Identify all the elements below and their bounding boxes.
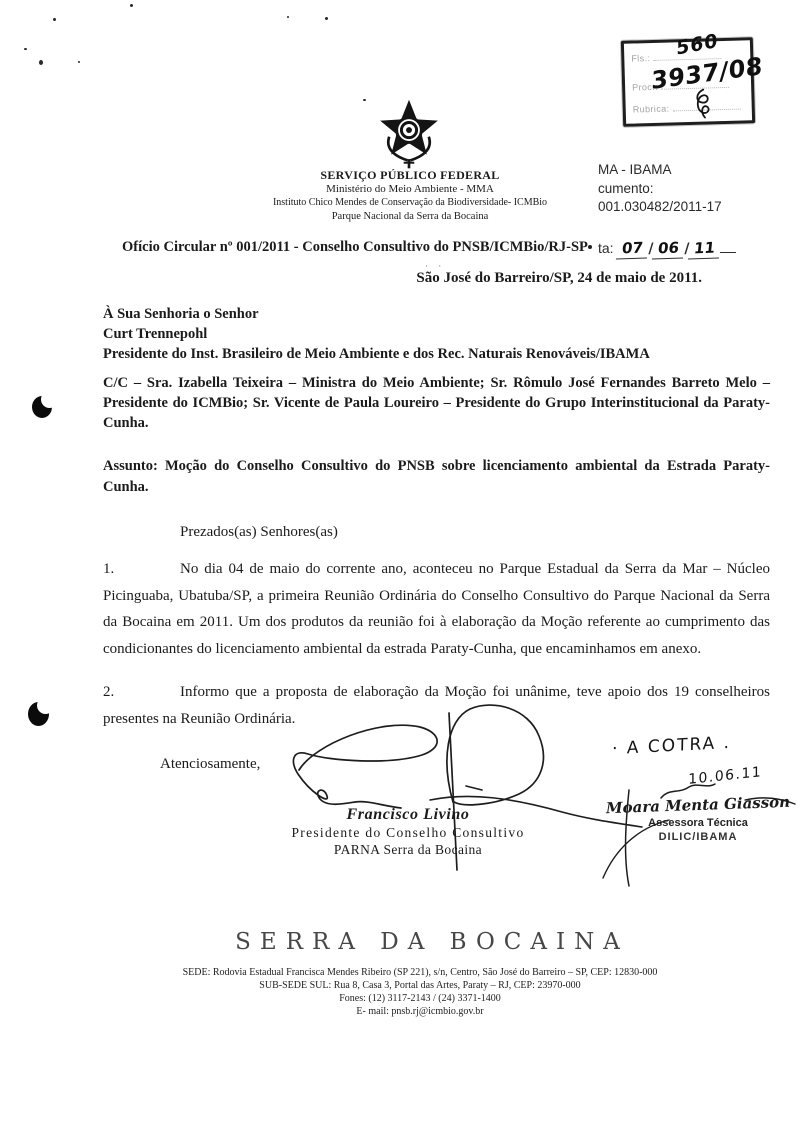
stamp-proc-label: Proc.:: [631, 81, 659, 93]
salutation: Prezados(as) Senhores(as): [180, 524, 338, 540]
secondary-stamp-org: DILIC/IBAMA: [658, 831, 738, 843]
received-date-label: ta:: [598, 240, 614, 256]
letterhead: [210, 170, 610, 222]
letterhead-line4: Parque Nacional da Serra da Bocaina: [331, 210, 489, 222]
received-stamp-line3: 001.030482/2011-17: [598, 199, 722, 214]
paragraph-number: 1.: [103, 561, 115, 577]
scan-speck: [588, 245, 592, 249]
footer-line-subsede: SUB-SEDE SUL: Rua 8, Casa 3, Portal das Artes, Paraty – RJ, CEP: 23970-000: [259, 980, 581, 991]
date-underline-tail: [720, 238, 736, 253]
date-separator: /: [648, 241, 654, 257]
paragraph-text: Informo que a proposta de elaboração da Moção foi unânime, teve apoio dos 19 conselheiros presentes na Reunião Ordinária.: [103, 684, 770, 727]
letterhead-line1: SERVIÇO PÚBLICO FEDERAL: [320, 168, 500, 182]
footer-address-block: [40, 966, 800, 1018]
subject-line: Assunto: Moção do Conselho Consultivo do PNSB sobre licenciamento ambiental da Estrada Paraty-Cunha.: [103, 458, 770, 495]
scan-speck: [363, 99, 366, 101]
signer-title: Presidente do Conselho Consultivo: [291, 825, 525, 840]
date-separator: /: [684, 241, 690, 257]
secondary-stamp-title: Assessora Técnica: [648, 817, 748, 829]
handwritten-process-number: 3937/08: [651, 51, 763, 96]
handwritten-date-year: 11: [688, 238, 721, 259]
scan-speck: [78, 61, 80, 63]
scan-speck: [130, 4, 133, 7]
recipient-line3: Presidente do Inst. Brasileiro de Meio Ambiente e dos Rec. Naturais Renováveis/IBAMA: [103, 346, 650, 362]
received-stamp: [598, 161, 722, 217]
handwritten-routing-note: · A COTRA .: [611, 732, 732, 760]
scan-speck: [39, 60, 43, 65]
footer-brand-wordmark: SERRA DA BOCAINA: [235, 929, 629, 955]
recipient-line1: À Sua Senhoria o Senhor: [103, 306, 259, 322]
recipient-block: [103, 304, 650, 364]
rubric-signature-squiggle: [687, 87, 722, 122]
signer-org: PARNA Serra da Bocaina: [333, 842, 483, 857]
reference-line: Ofício Circular nº 001/2011 - Conselho Consultivo do PNSB/ICMBio/RJ-SP: [122, 239, 588, 255]
received-stamp-date-row: [598, 238, 736, 259]
footer-line-fones: Fones: (12) 3117-2143 / (24) 3371-1400: [339, 993, 501, 1004]
scan-speck: [24, 48, 27, 50]
letterhead-line2: Ministério do Meio Ambiente - MMA: [326, 182, 494, 195]
letterhead-line3: Instituto Chico Mendes de Conservação da Biodiversidade- ICMBio: [272, 197, 548, 208]
place-dateline: São José do Barreiro/SP, 24 de maio de 2011.: [416, 270, 702, 286]
handwritten-routing-date: 10.06.11: [688, 764, 763, 788]
cc-paragraph: C/C – Sra. Izabella Teixeira – Ministra do Meio Ambiente; Sr. Rômulo José Fernandes Barreto Melo – Presidente do ICMBio; Sr. Vicente de Paula Loureiro – Presidente do Grupo Interinstitucional da Paraty-Cunha.: [103, 375, 770, 431]
punch-hole-mark: [32, 396, 52, 418]
secondary-stamp-name: Moara Menta Giasson: [605, 792, 791, 818]
signer-block: [288, 806, 528, 858]
stamp-rubric-label: Rubrica:: [632, 103, 670, 115]
body-paragraph-2: [103, 679, 770, 733]
paragraph-number: 2.: [103, 684, 115, 700]
paragraph-text: No dia 04 de maio do corrente ano, aconteceu no Parque Estadual da Serra da Mar – Núcleo Picinguaba, Ubatuba/SP, a primeira Reunião Ordinária do Conselho Consultivo do Parque Nacional da Serra da Bocaina em 2011. Um dos produtos da reunião foi à elaboração da Moção referente ao cumprimento das condicionantes do licenciamento ambiental da estrada Paraty-Cunha, que encaminhamos em anexo.: [103, 561, 770, 657]
secondary-stamp-block: [603, 792, 793, 843]
recipient-line2: Curt Trennepohl: [103, 326, 208, 342]
scan-speck: [287, 16, 289, 18]
scan-mark: · ·: [425, 261, 446, 271]
scan-speck: [325, 17, 328, 20]
handwritten-folio-number: 560: [676, 29, 719, 60]
body-paragraph-1: [103, 556, 770, 662]
process-stamp-box: [621, 29, 763, 127]
signer-name: Francisco Livino: [346, 806, 470, 823]
scan-speck: [53, 18, 56, 21]
punch-hole-mark: [28, 702, 49, 726]
stamp-rubric-row: [633, 101, 741, 115]
brazil-coat-of-arms-icon: [376, 97, 442, 173]
handwritten-date-month: 06: [652, 238, 685, 259]
received-stamp-line2: cumento:: [598, 180, 654, 196]
handwritten-date-day: 07: [616, 238, 649, 259]
closing: Atenciosamente,: [160, 756, 261, 772]
footer-line-sede: SEDE: Rodovia Estadual Francisca Mendes Ribeiro (SP 221), s/n, Centro, São José do Barreiro – SP, CEP: 12830-000: [182, 967, 658, 978]
footer-line-email: E- mail: pnsb.rj@icmbio.gov.br: [356, 1006, 484, 1017]
received-stamp-line1: MA - IBAMA: [598, 162, 672, 177]
stamp-fls-label: Fls.:: [631, 53, 651, 64]
